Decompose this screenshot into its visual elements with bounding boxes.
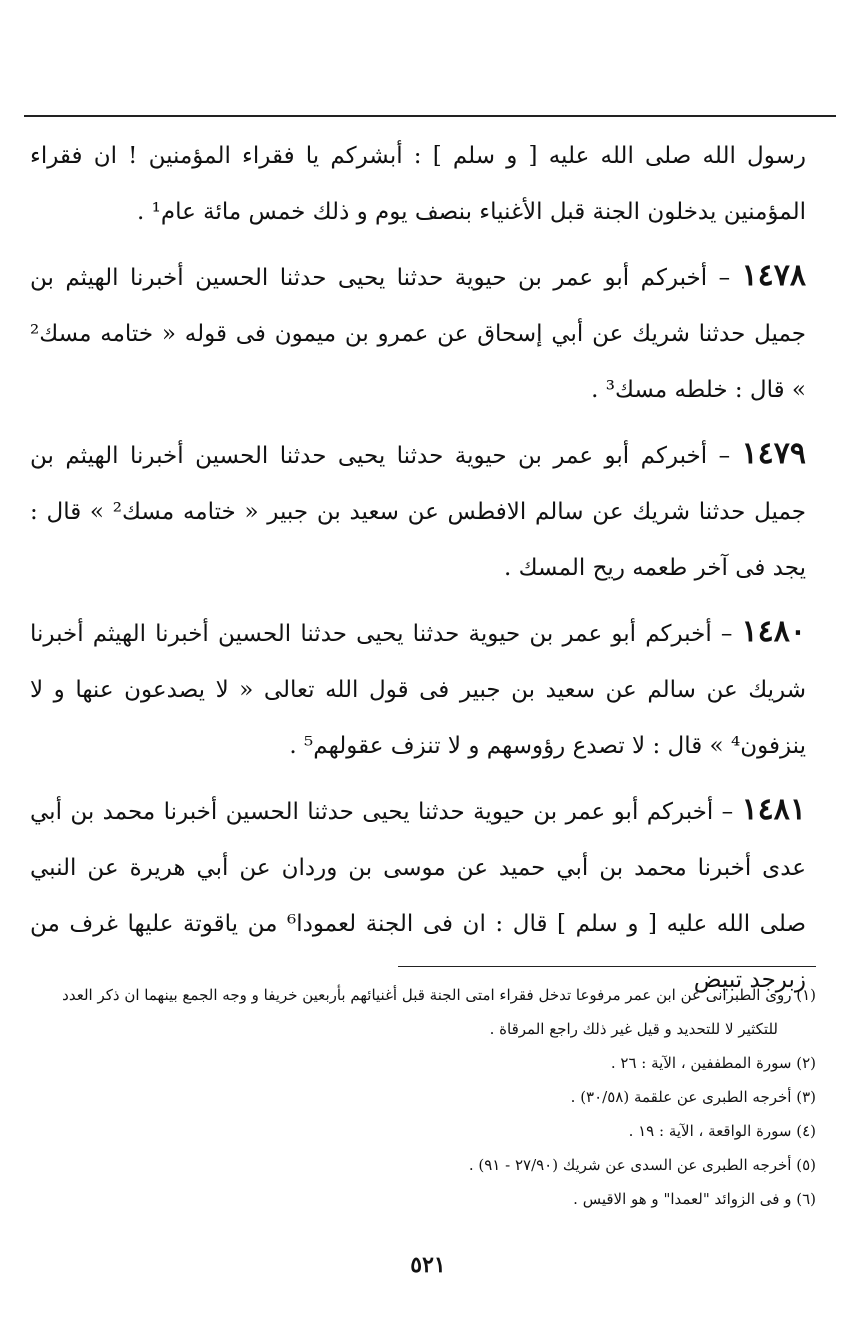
footnote-rule [398, 966, 816, 967]
hadith-number: ١٤٧٨ [741, 258, 806, 293]
footnote-6: (٦) و فى الزوائد "لعمدا" و هو الاقيس . [573, 1190, 816, 1208]
hadith-text: – أخبركم أبو عمر بن حيوية حدثنا يحيى حدثنا الحسين أخبرنا محمد بن أبي عدى أخبرنا محمد بن أبي حميد عن موسى بن وردان عن أبي هريرة عن النبي صلى الله عليه [ و سلم ] قال : ان فى الجنة لعمودا⁶ من ياقوتة عليها غرف من زبرجد تبيض [30, 799, 806, 993]
page-number: ٥٢١ [410, 1252, 446, 1278]
hadith-text: – أخبركم أبو عمر بن حيوية حدثنا يحيى حدثنا الحسين أخبرنا الهيثم بن جميل حدثنا شريك عن سالم الافطس عن سعيد بن جبير « ختامه مسك² » قال : يجد فى آخر طعمه ريح المسك . [30, 443, 807, 581]
footnote-2: (٢) سورة المطففين ، الآية : ٢٦ . [610, 1054, 816, 1072]
paragraph-continuation [30, 128, 806, 240]
footnote-3: (٣) أخرجه الطبرى عن علقمة (٣٠/٥٨) . [570, 1088, 816, 1106]
footnote-1: (١) روى الطبرانى عن ابن عمر مرفوعا تدخل فقراء امتى الجنة قبل أغنيائهم بأربعين خريفا و وجه الجمع بينهما ان ذكر العدد [62, 986, 816, 1004]
hadith-1479 [30, 426, 806, 596]
header-rule [24, 115, 836, 117]
footnote-4: (٤) سورة الواقعة ، الآية : ١٩ . [628, 1122, 816, 1140]
hadith-number: ١٤٨١ [741, 792, 807, 827]
footnote-5: (٥) أخرجه الطبرى عن السدى عن شريك (٢٧/٩٠ - ٩١) . [468, 1156, 816, 1174]
hadith-text: – أخبركم أبو عمر بن حيوية حدثنا يحيى حدثنا الحسين أخبرنا الهيثم أخبرنا شريك عن سالم عن سعيد بن جبير فى قول الله تعالى « لا يصدعون عنها و لا ينزفون⁴ » قال : لا تصدع رؤوسهم و لا تنزف عقولهم⁵ . [30, 621, 806, 759]
hadith-1480 [30, 604, 806, 774]
paragraph-text: رسول الله صلى الله عليه [ و سلم ] : أبشركم يا فقراء المؤمنين ! ان فقراء المؤمنين يدخلون الجنة قبل الأغنياء بنصف يوم و ذلك خمس مائة عام¹ . [30, 143, 806, 225]
hadith-number: ١٤٨٠ [741, 614, 806, 649]
footnotes [24, 978, 816, 1216]
hadith-1478 [30, 248, 806, 418]
hadith-text: – أخبركم أبو عمر بن حيوية حدثنا يحيى حدثنا الحسين أخبرنا الهيثم بن جميل حدثنا شريك عن أبي إسحاق عن عمرو بن ميمون فى قوله « ختامه مسك² » قال : خلطه مسك³ . [30, 265, 806, 403]
main-text [30, 128, 806, 1016]
hadith-1481 [30, 782, 806, 1008]
footnote-1-continuation: للتكثير لا للتحديد و قيل غير ذلك راجع المرقاة . [489, 1020, 778, 1038]
hadith-number: ١٤٧٩ [741, 436, 806, 471]
